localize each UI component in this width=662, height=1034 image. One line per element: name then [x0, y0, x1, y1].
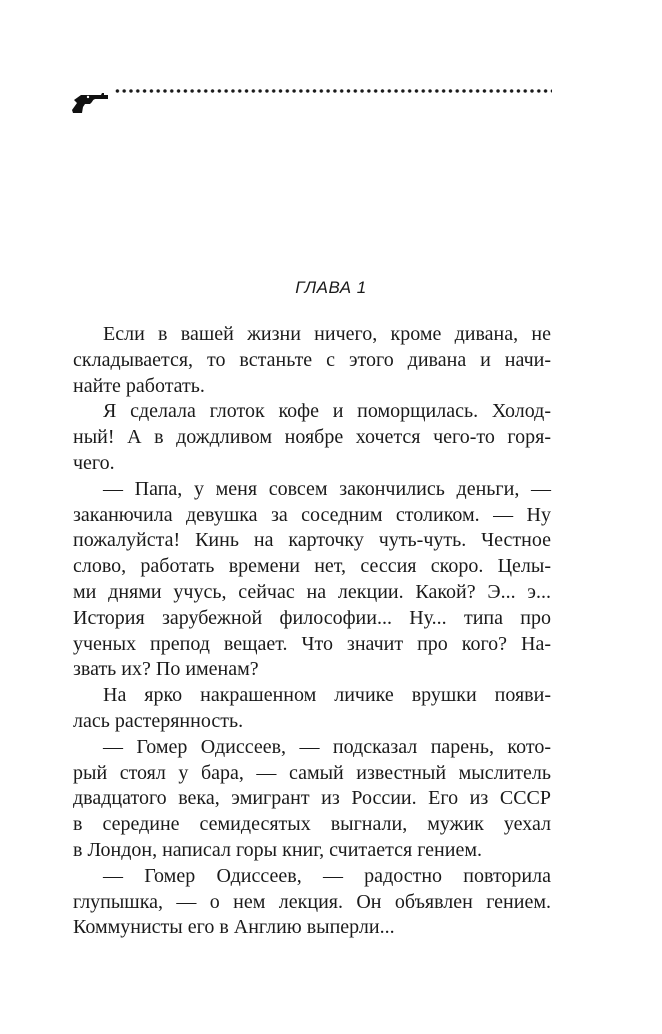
text-line: — Гомер Одиссеев, — подсказал парень, кото-: [103, 735, 551, 758]
text-line: найте работать.: [73, 374, 205, 397]
text-line: заканючила девушка за соседним столиком. — Ну: [73, 503, 551, 526]
text-line: в середине семидесятых выгнали, мужик уехал: [73, 813, 551, 836]
text-line: История зарубежной философии... Ну... типа про: [73, 606, 551, 629]
text-line: Я сделала глоток кофе и поморщилась. Холод-: [103, 400, 551, 423]
text-line: чего.: [73, 451, 115, 474]
text-line: глупышка, — о нем лекция. Он объявлен гением.: [73, 890, 551, 913]
page-header-ornament: [70, 80, 552, 114]
text-line: Если в вашей жизни ничего, кроме дивана, не: [103, 323, 551, 345]
text-line: ученых препод вещает. Что значит про кого? На-: [73, 632, 551, 655]
text-line: в Лондон, написал горы книг, считается гением.: [73, 838, 482, 861]
text-line: пожалуйста! Кинь на карточку чуть-чуть. Честное: [73, 529, 551, 552]
text-line: рый стоял у бара, — самый известный мыслитель: [73, 761, 551, 784]
text-line: ный! А в дождливом ноябре хочется чего-то горя-: [73, 426, 551, 449]
dotted-rule: [114, 88, 552, 94]
text-line: слово, работать времени нет, сессия скоро. Целы-: [73, 555, 551, 578]
text-line: лась растерянность.: [73, 709, 244, 732]
chapter-title: ГЛАВА 1: [295, 278, 367, 297]
revolver-icon: [70, 86, 110, 114]
text-line: Коммунисты его в Англию выперли...: [73, 916, 395, 939]
text-line: На ярко накрашенном личике врушки появи-: [103, 684, 551, 707]
text-line: ми днями учусь, сейчас на лекции. Какой? Э... э...: [73, 580, 551, 603]
text-line: звать их? По именам?: [73, 658, 259, 681]
text-line: двадцатого века, эмигрант из России. Его из СССР: [73, 787, 551, 810]
text-line: — Папа, у меня совсем закончились деньги, —: [103, 477, 551, 500]
body-text: [73, 322, 551, 941]
text-line: — Гомер Одиссеев, — радостно повторила: [103, 864, 551, 887]
text-line: складывается, то встаньте с этого дивана и начи-: [73, 348, 551, 371]
